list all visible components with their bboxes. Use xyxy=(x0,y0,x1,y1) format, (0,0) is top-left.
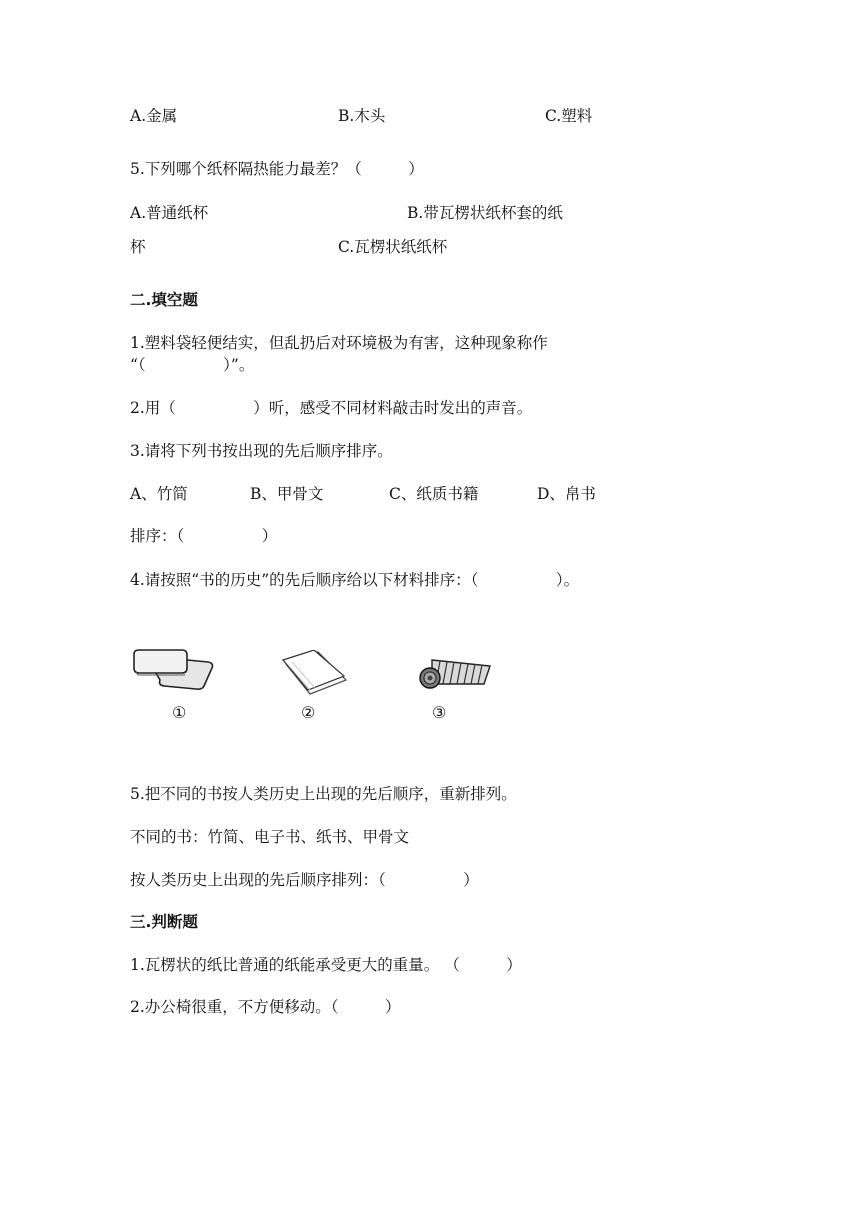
s2-q4: 4.请按照“书的历史”的先后顺序给以下材料排序：（ ）。 xyxy=(130,571,580,589)
s2-q2: 2.用（ ）听，感受不同材料敲击时发出的声音。 xyxy=(130,399,533,417)
q4-option-c: C.塑料 xyxy=(545,107,593,125)
s3-q1: 1.瓦楞状的纸比普通的纸能承受更大的重量。 （ ） xyxy=(130,956,522,974)
figure-label-2: ② xyxy=(301,703,316,722)
s2-q3-option-b: B、甲骨文 xyxy=(250,485,324,503)
s2-q5-books: 不同的书：竹简、电子书、纸书、甲骨文 xyxy=(130,828,410,846)
s2-q5-answer: 按人类历史上出现的先后顺序排列：（ ） xyxy=(130,871,479,889)
s2-q3-option-c: C、纸质书籍 xyxy=(389,485,479,503)
s2-q1-line2: “（ ）”。 xyxy=(130,356,255,374)
q5-option-b: B.带瓦楞状纸杯套的纸 xyxy=(407,204,563,222)
q4-option-b: B.木头 xyxy=(338,107,386,125)
q5-option-c: C.瓦楞状纸纸杯 xyxy=(338,238,448,256)
section2-title: 二.填空题 xyxy=(130,291,198,309)
q5-question: 5.下列哪个纸杯隔热能力最差？（ ） xyxy=(130,160,424,178)
s2-q3-option-a: A、竹简 xyxy=(130,485,188,503)
bamboo-scroll-icon xyxy=(418,656,494,692)
q5-option-a: A.普通纸杯 xyxy=(130,204,209,222)
s2-q1-line1: 1.塑料袋轻便结实，但乱扔后对环境极为有害，这种现象称作 xyxy=(130,334,548,352)
s2-q5: 5.把不同的书按人类历史上出现的先后顺序，重新排列。 xyxy=(130,785,517,803)
s3-q2: 2.办公椅很重，不方便移动。（ ） xyxy=(130,998,401,1016)
s2-q3-answer: 排序：（ ） xyxy=(130,527,278,545)
section3-title: 三.判断题 xyxy=(130,913,198,931)
stone-tablets-icon xyxy=(130,646,216,694)
s2-q3-option-d: D、帛书 xyxy=(537,485,596,503)
q4-option-a: A.金属 xyxy=(130,107,178,125)
paper-sheets-icon xyxy=(280,650,350,696)
q5-option-b-continued: 杯 xyxy=(130,238,146,256)
figure-label-1: ① xyxy=(172,703,187,722)
figure-label-3: ③ xyxy=(432,703,447,722)
s2-q3: 3.请将下列书按出现的先后顺序排序。 xyxy=(130,442,393,460)
